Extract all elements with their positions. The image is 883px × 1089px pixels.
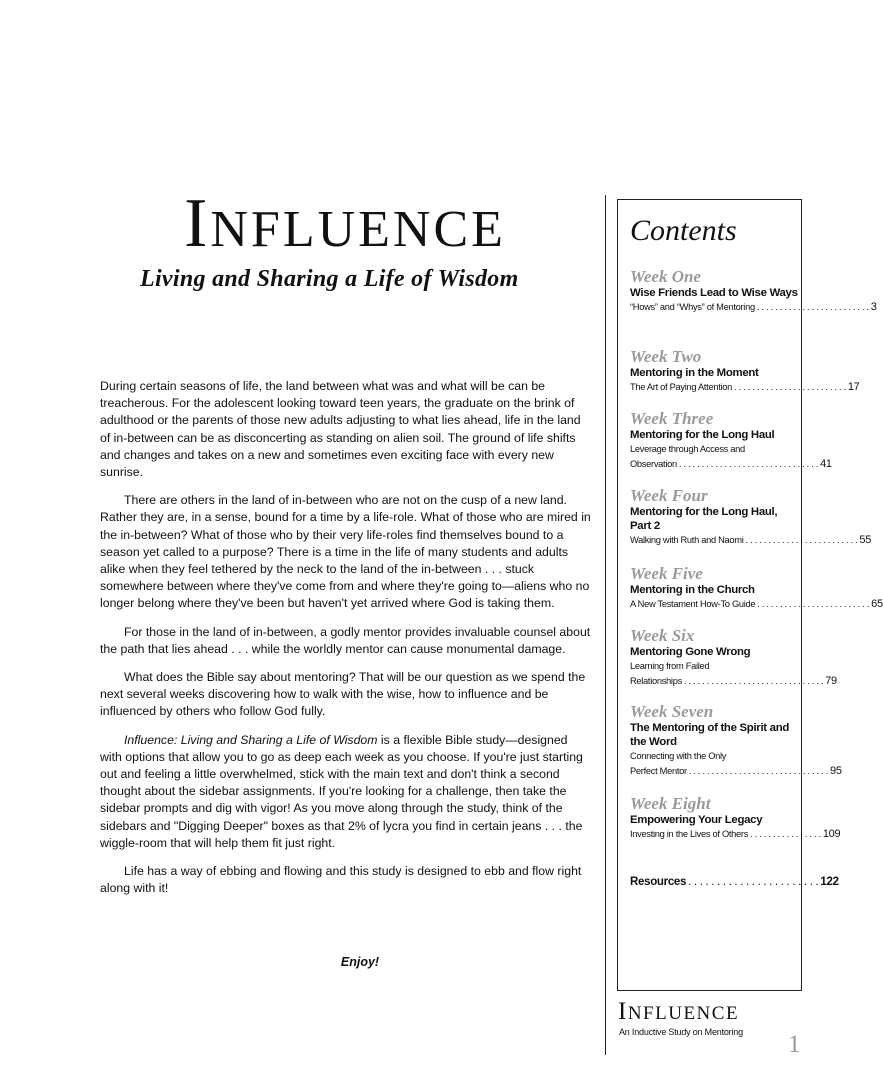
toc-resources-page: 122 xyxy=(820,876,839,888)
toc-week-label: Week Three xyxy=(630,409,714,428)
contents-sidebar xyxy=(617,199,883,991)
toc-page-number: 109 xyxy=(822,828,841,840)
toc-week-subtitle: Walking with Ruth and Naomi . . . . . . . . . . . . . . . . . . . . . . . . . 55 xyxy=(630,534,872,546)
enjoy-signoff: Enjoy! xyxy=(340,955,380,969)
toc-week-title: Mentoring for the Long Haul xyxy=(630,429,775,441)
toc-week-label: Week Two xyxy=(630,347,702,366)
toc-page-number: 95 xyxy=(830,764,842,777)
vertical-divider xyxy=(605,195,606,1055)
toc-week-three[interactable] xyxy=(630,409,832,471)
toc-week-subtitle-line-1: Learning from Failed xyxy=(630,661,710,671)
footer-book-title xyxy=(618,997,739,1029)
footer-subtitle: An Inductive Study on Mentoring xyxy=(619,1027,743,1037)
toc-page-number: 55 xyxy=(859,534,872,546)
toc-week-subtitle: Investing in the Lives of Others . . . . . . . . . . . . . . . . 109 xyxy=(630,828,841,840)
page-number: 1 xyxy=(788,1031,801,1058)
toc-page-number: 79 xyxy=(825,674,837,687)
toc-week-two[interactable] xyxy=(630,347,860,395)
intro-paragraph-1: During certain seasons of life, the land between what was and what will be can be treacherous. For the adolescent looking toward teen years, the graduate on the brink of adulthood or the parents of those new adults adjusting to what lies ahead, life in the land of in-between can be as disconcerting as standing on alien soil. The ground of life shifts and changes and takes on a new and sometimes even exciting face with every new sunrise. xyxy=(100,379,581,480)
toc-week-label: Week Five xyxy=(630,564,703,583)
toc-week-subtitle: Perfect Mentor . . . . . . . . . . . . . . . . . . . . . . . . . . . . . . . 95 xyxy=(630,764,842,777)
intro-paragraph-2: There are others in the land of in-between who are not on the cusp of a new land. Rather they are, in a sense, bound for a time by a life-role. What of those who are mired in the in-between? What of those who by their very life-roles find themselves bound to a season yet called to a purpose? There is a time in the life of many students and adults alike when they feel tethered by the neck to the land of the in-between . . . stuck somewhere between where they've come from and where they're going to—aliens who no longer belong where they've been but haven't yet arrived where God is taking them. xyxy=(100,493,591,611)
toc-week-subtitle: The Art of Paying Attention . . . . . . . . . . . . . . . . . . . . . . . . . 17 xyxy=(630,381,860,393)
toc-week-subtitle: Relationships . . . . . . . . . . . . . . . . . . . . . . . . . . . . . . . 79 xyxy=(630,674,837,687)
footer-title-initial: I xyxy=(618,998,628,1025)
toc-week-subtitle: Observation . . . . . . . . . . . . . . . . . . . . . . . . . . . . . . . 41 xyxy=(630,457,832,470)
toc-week-label: Week Seven xyxy=(630,702,714,721)
intro-paragraph-3: For those in the land of in-between, a godly mentor provides invaluable counsel about the path that lies ahead . . . while the worldly mentor can cause monumental damage. xyxy=(100,624,591,656)
toc-page-number: 17 xyxy=(847,381,860,393)
toc-week-subtitle: A New Testament How-To Guide . . . . . . . . . . . . . . . . . . . . . . . . . 65 xyxy=(630,598,883,610)
toc-week-five[interactable] xyxy=(630,564,883,612)
toc-week-label: Week Four xyxy=(630,486,708,505)
footer-title-rest: NFLUENCE xyxy=(627,1003,740,1024)
toc-week-one[interactable] xyxy=(630,267,877,315)
book-title-rest: NFLUENCE xyxy=(210,201,506,258)
toc-week-title: Mentoring in the Church xyxy=(630,584,755,596)
book-title-initial: I xyxy=(184,185,211,262)
toc-week-label: Week Eight xyxy=(630,794,711,813)
book-title xyxy=(100,186,590,268)
intro-paragraph-5 xyxy=(100,732,592,852)
intro-paragraph-5-text: is a flexible Bible study—designed with options that allow you to go as deep each week as you choose. If you're just starting out and feeling a little overwhelmed, stick with the main text and don't think a second thought about the sidebar assignments. If you're looking for a challenge, then take the sidebar prompts and dig with vigor! As you move along through the study, think of the sidebars and "Digging Deeper" boxes as that 2% of lycra you find in certain jeans . . . the wiggle-room that will help them fit just right. xyxy=(100,732,583,850)
toc-week-title: Mentoring in the Moment xyxy=(630,367,759,379)
toc-week-title: Wise Friends Lead to Wise Ways xyxy=(630,287,798,299)
toc-week-subtitle-line-1: Connecting with the Only xyxy=(630,751,727,761)
study-title-italic: Influence: Living and Sharing a Life of Wisdom xyxy=(124,732,378,747)
toc-week-label: Week One xyxy=(630,267,701,286)
toc-resources-label: Resources xyxy=(630,876,687,888)
toc-week-title: Mentoring for the Long Haul, Part 2 xyxy=(630,506,778,532)
intro-text xyxy=(100,378,592,908)
toc-week-seven[interactable] xyxy=(630,702,842,778)
toc-page-number: 3 xyxy=(870,301,877,313)
toc-week-title: The Mentoring of the Spirit and the Word xyxy=(630,722,790,748)
intro-paragraph-6: Life has a way of ebbing and flowing and this study is designed to ebb and flow right along with it! xyxy=(100,864,582,896)
toc-week-six[interactable] xyxy=(630,626,837,688)
contents-heading: Contents xyxy=(630,214,737,247)
book-subtitle: Living and Sharing a Life of Wisdom xyxy=(140,266,519,292)
intro-paragraph-4: What does the Bible say about mentoring? That will be our question as we spend the next several weeks discovering how to walk with the wise, how to influence and be influenced by others who follow God fully. xyxy=(100,670,586,719)
toc-week-label: Week Six xyxy=(630,626,695,645)
toc-week-eight[interactable] xyxy=(630,794,841,842)
toc-week-title: Empowering Your Legacy xyxy=(630,814,763,826)
toc-week-subtitle: “Hows” and “Whys” of Mentoring . . . . . . . . . . . . . . . . . . . . . . . . . 3 xyxy=(630,301,877,313)
toc-week-title: Mentoring Gone Wrong xyxy=(630,646,751,658)
toc-resources[interactable]: Resources . . . . . . . . . . . . . . . . . . . . . . . 122 xyxy=(630,876,839,888)
toc-page-number: 65 xyxy=(871,598,883,610)
toc-page-number: 41 xyxy=(820,457,832,470)
toc-week-four[interactable] xyxy=(630,486,872,548)
toc-week-subtitle-line-1: Leverage through Access and xyxy=(630,444,745,454)
